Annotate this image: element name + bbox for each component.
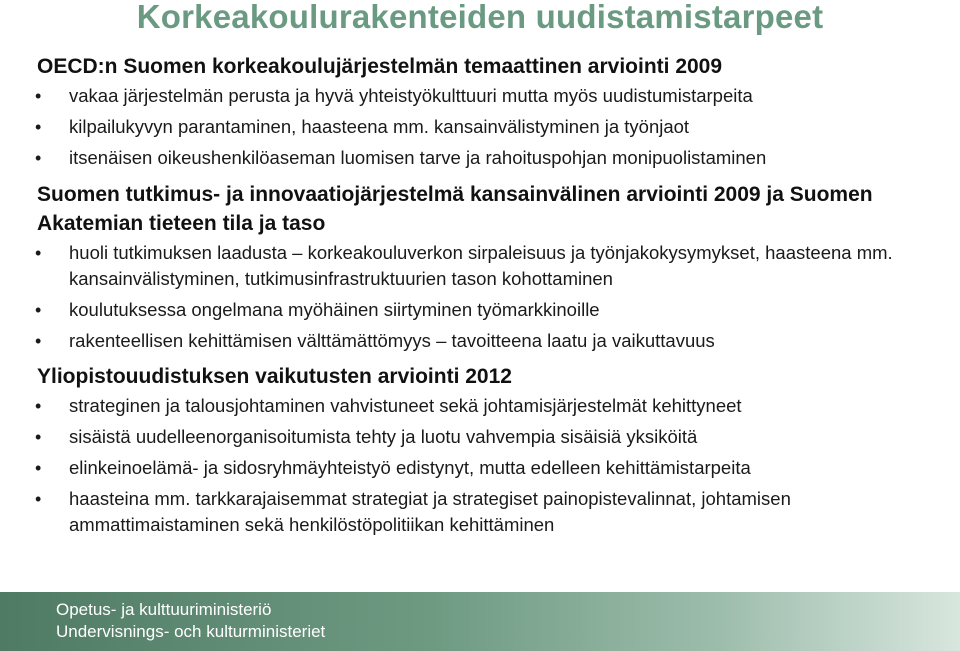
list-item [37, 83, 937, 109]
bullet-icon: • [35, 300, 42, 320]
list-item [37, 455, 937, 481]
bullet-icon: • [35, 427, 42, 447]
footer-banner [0, 592, 960, 651]
bullet-text: elinkeinoelämä- ja sidosryhmäyhteistyö edistynyt, mutta edelleen kehittämistarpeita [69, 457, 751, 478]
bullet-list [37, 240, 937, 354]
section-heading: Yliopistouudistuksen vaikutusten arviointi 2012 [37, 365, 512, 388]
bullet-icon: • [35, 396, 42, 416]
bullet-icon: • [35, 458, 42, 478]
bullet-text: kilpailukyvyn parantaminen, haasteena mm. kansainvälistyminen ja työnjaot [69, 116, 690, 137]
section-heading: OECD:n Suomen korkeakoulujärjestelmän temaattinen arviointi 2009 [37, 55, 723, 78]
section-heading: Suomen tutkimus- ja innovaatiojärjestelmä kansainvälinen arviointi 2009 ja Suomen Akatemian tieteen tila ja taso [37, 183, 873, 235]
bullet-text: rakenteellisen kehittämisen välttämättömyys – tavoitteena laatu ja vaikuttavuus [69, 330, 715, 351]
bullet-icon: • [35, 243, 42, 263]
bullet-text: itsenäisen oikeushenkilöaseman luomisen tarve ja rahoituspohjan monipuolistaminen [69, 147, 767, 168]
bullet-text: strateginen ja talousjohtaminen vahvistuneet sekä johtamisjärjestelmät kehittyneet [69, 395, 742, 416]
bullet-list [37, 393, 937, 538]
list-item [37, 240, 937, 292]
list-item [37, 486, 937, 538]
bullet-text: huoli tutkimuksen laadusta – korkeakouluverkon sirpaleisuus ja työnjakokysymykset, haasteena mm. kansainvälistyminen, tutkimusinfrastruktuurien tason kohottaminen [69, 242, 893, 289]
ministry-name-finnish: Opetus- ja kulttuuriministeriö [56, 600, 272, 619]
bullet-icon: • [35, 117, 42, 137]
bullet-icon: • [35, 148, 42, 168]
bullet-icon: • [35, 86, 42, 106]
bullet-text: sisäistä uudelleenorganisoitumista tehty ja luotu vahvempia sisäisiä yksiköitä [69, 426, 698, 447]
bullet-text: vakaa järjestelmän perusta ja hyvä yhteistyökulttuuri mutta myös uudistumistarpeita [69, 85, 753, 106]
section-oecd-evaluation [37, 52, 937, 171]
list-item [37, 328, 937, 354]
slide-content [37, 52, 937, 543]
list-item [37, 424, 937, 450]
list-item [37, 297, 937, 323]
bullet-icon: • [35, 489, 42, 509]
ministry-name-swedish: Undervisnings- och kulturministeriet [56, 622, 326, 641]
list-item [37, 114, 937, 140]
slide-title: Korkeakoulurakenteiden uudistamistarpeet [136, 0, 824, 35]
bullet-list [37, 83, 937, 171]
section-university-reform-evaluation [37, 362, 937, 538]
list-item [37, 393, 937, 419]
list-item [37, 145, 937, 171]
bullet-text: haasteina mm. tarkkarajaisemmat strategiat ja strategiset painopistevalinnat, johtamisen ammattimaistaminen sekä henkilöstöpolitiikan kehittäminen [69, 488, 791, 535]
section-research-innovation-evaluation [37, 180, 937, 354]
bullet-icon: • [35, 331, 42, 351]
bullet-text: koulutuksessa ongelmana myöhäinen siirtyminen työmarkkinoille [69, 299, 600, 320]
